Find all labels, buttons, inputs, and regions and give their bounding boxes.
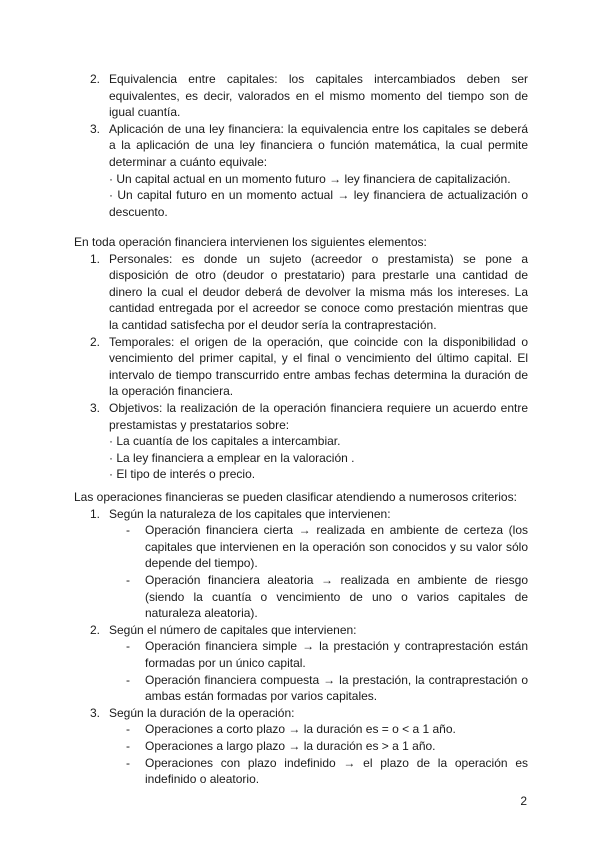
list-number: 2. [90,72,101,86]
list-number: 2. [90,622,101,637]
list-number: 1. [90,251,101,266]
list-item [0,622,600,705]
bullet-marker: - [126,738,130,753]
list-number: 3. [90,400,101,415]
bullet-item [0,672,600,705]
bullet-text: Operación financiera aleatoria → realizada en ambiente de riesgo (siendo la cuantía o vencimiento de uno o varios capitales de naturaleza aleatoria). [145,572,528,621]
list-text: Objetivos: la realización de la operación financiera requiere un acuerdo entre prestamistas y prestatarios sobre: [109,400,528,432]
bullet-marker: - [126,672,130,687]
sub-item: · La cuantía de los capitales a intercambiar. [109,434,341,449]
list-number: 3. [90,705,101,720]
bullet-item [0,522,600,572]
list-number: 3. [90,121,101,136]
bullet-item [0,572,600,622]
bullet-marker: - [126,755,130,770]
bullet-marker: - [126,639,130,654]
bullet-item [0,738,600,755]
equivalence-list [0,71,600,220]
list-text: Temporales: el origen de la operación, que coincide con la disponibilidad o vencimiento del primer capital, y el final o vencimiento del último capital. El intervalo de tiempo transcurrido entre ambas fechas determina la duración de la operación financiera. [109,334,528,399]
bullet-text: Operación financiera cierta → realizada en ambiente de certeza (los capitales que intervienen en la operación son conocidos y su valor sólo depende del tiempo). [145,523,528,571]
page-number: 2 [520,794,527,808]
list-item [0,705,600,788]
list-item [0,334,600,400]
bullet-text: Operaciones con plazo indefinido → el plazo de la operación es indefinido o aleatorio. [145,755,528,787]
sub-item: · El tipo de interés o precio. [109,467,256,482]
list-number: 2. [90,334,101,349]
bullet-item [0,721,600,738]
bullet-item [0,638,600,671]
bullet-item [0,755,600,788]
list-item [0,400,600,483]
section-intro: En toda operación financiera intervienen los siguientes elementos: [74,235,427,249]
bullet-marker: - [126,523,130,538]
sub-item: · Un capital futuro en un momento actual → ley financiera de actualización o descuento. [109,188,528,219]
bullet-text: Operaciones a largo plazo → la duración es > a 1 año. [145,738,436,753]
list-text: Personales: es donde un sujeto (acreedor o prestamista) se pone a disposición de otro (deudor o prestatario) para prestarle una cantidad de dinero la cual el deudor deberá de devolver la misma más los intereses. La cantidad entregada por el acreedor se conoce como prestación mientras que la cantidad satisfecha por el deudor sería la contraprestación. [109,251,528,332]
section-intro: Las operaciones financieras se pueden clasificar atendiendo a numerosos criterios: [74,490,517,504]
bullet-text: Operaciones a corto plazo → la duración es = o < a 1 año. [145,722,456,737]
list-text: Equivalencia entre capitales: los capitales intercambiados deben ser equivalentes, es decir, valorados en el mismo momento del tiempo son de igual cuantía. [109,72,528,120]
sub-item: · La ley financiera a emplear en la valoración . [109,450,355,465]
list-number: 1. [90,506,101,521]
sub-item: · Un capital actual en un momento futuro → ley financiera de capitalización. [109,171,511,186]
list-text: Según la naturaleza de los capitales que intervienen: [109,506,391,521]
bullet-marker: - [126,722,130,737]
list-item [0,121,600,221]
list-text: Según la duración de la operación: [109,705,295,720]
list-item [0,71,600,121]
bullet-marker: - [126,572,130,587]
list-text: Aplicación de una ley financiera: la equivalencia entre los capitales se deberá a la aplicación de una ley financiera o función matemática, la cual permite determinar a cuánto equivale: [109,121,528,169]
list-text: Según el número de capitales que intervienen: [109,622,357,637]
elements-section [0,234,600,483]
list-item [0,506,600,622]
bullet-text: Operación financiera simple → la prestación y contraprestación están formadas por un único capital. [145,639,528,670]
classification-section [0,489,600,788]
bullet-text: Operación financiera compuesta → la prestación, la contraprestación o ambas están formadas por varios capitales. [145,672,528,704]
list-item [0,251,600,334]
